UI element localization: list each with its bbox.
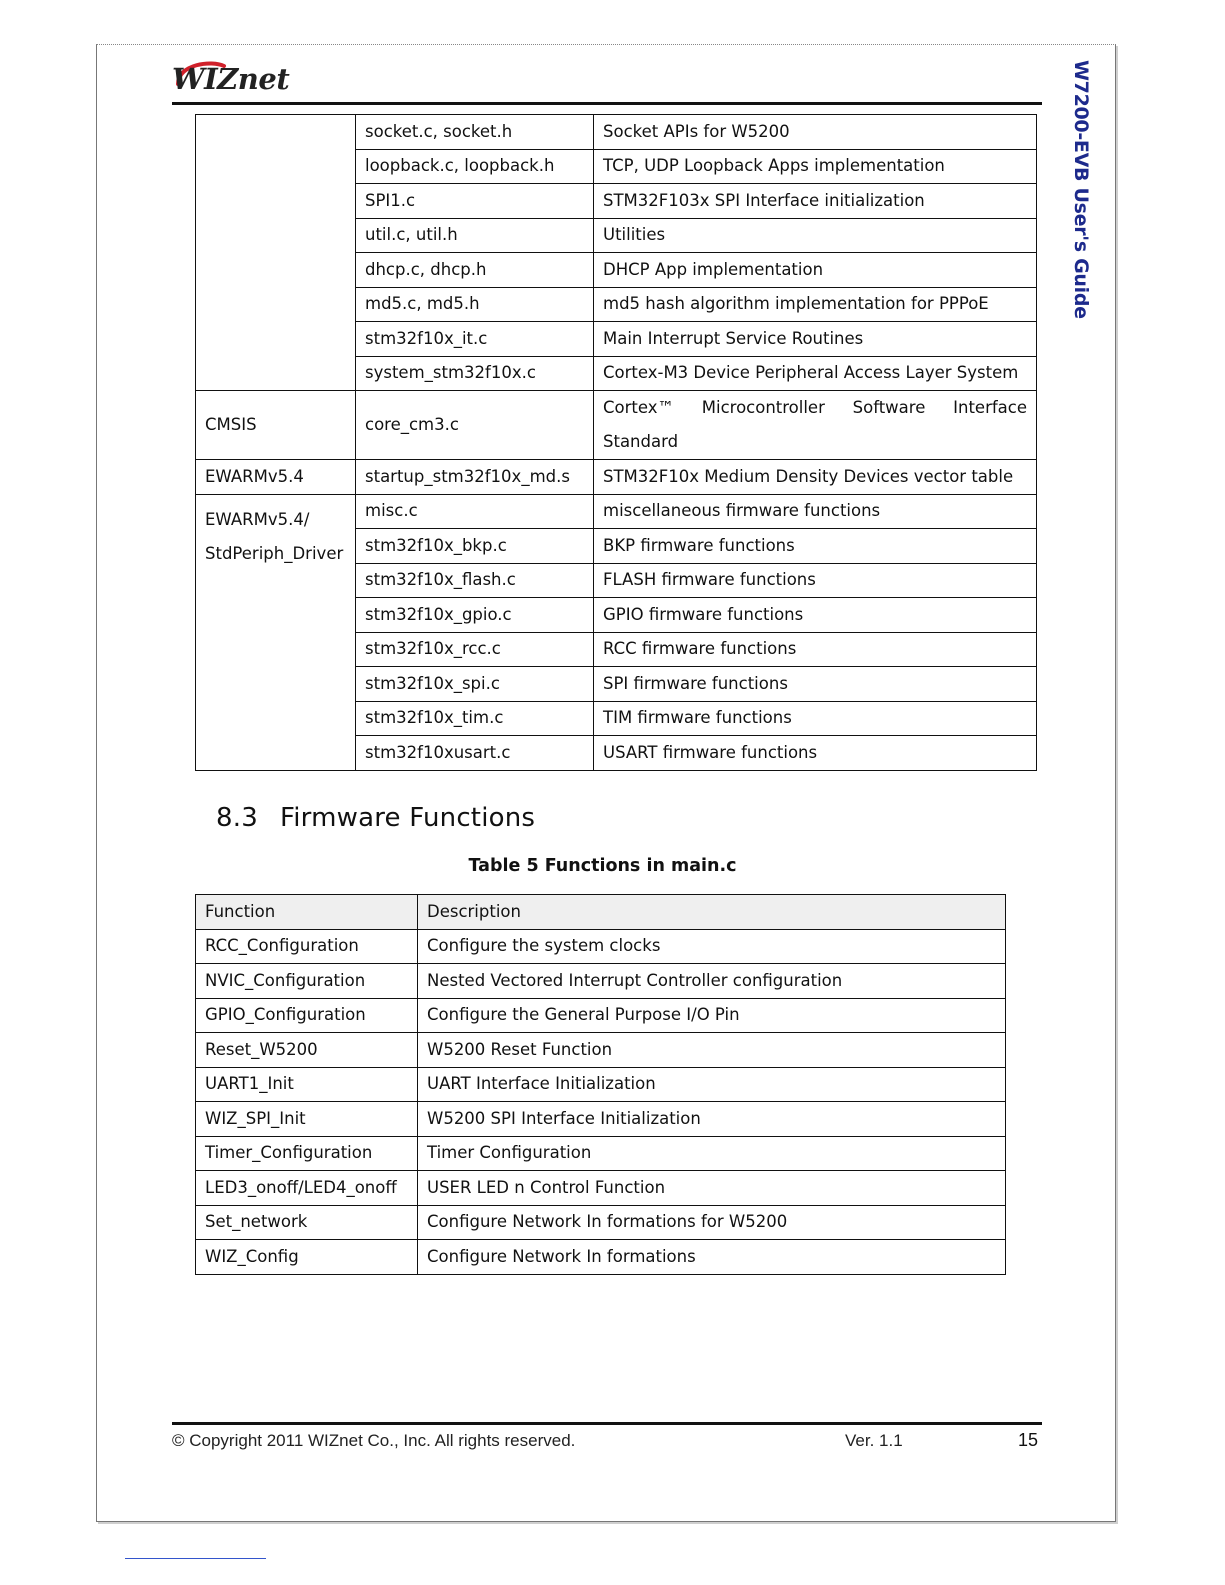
- table-row: [196, 1033, 1006, 1068]
- section-heading: [216, 803, 535, 833]
- wiznet-logo: [172, 58, 312, 104]
- table-header-row: [196, 895, 1006, 930]
- file-cell: system_stm32f10x.c: [356, 356, 594, 391]
- table-row: [196, 391, 1037, 460]
- section-title: Firmware Functions: [280, 803, 536, 833]
- table-row: [196, 460, 1037, 495]
- function-desc-cell: Configure Network In formations: [418, 1240, 1006, 1275]
- file-cell: util.c, util.h: [356, 218, 594, 253]
- logo-text: WIZnet: [172, 62, 290, 96]
- table-row: [196, 1205, 1006, 1240]
- table-row: [196, 115, 1037, 150]
- function-desc-cell: USER LED n Control Function: [418, 1171, 1006, 1206]
- desc-cell: BKP firmware functions: [594, 529, 1037, 564]
- desc-cell: SPI firmware functions: [594, 667, 1037, 702]
- desc-cell: miscellaneous firmware functions: [594, 494, 1037, 529]
- function-desc-cell: Configure the system clocks: [418, 929, 1006, 964]
- bottom-link-line: [125, 1558, 266, 1559]
- table-row: [196, 1067, 1006, 1102]
- group-cell: EWARMv5.4: [196, 460, 356, 495]
- files-table: [195, 114, 1037, 771]
- header-rule: [172, 102, 1042, 105]
- desc-cell: TIM firmware functions: [594, 701, 1037, 736]
- function-name-cell: UART1_Init: [196, 1067, 418, 1102]
- desc-cell: md5 hash algorithm implementation for PPPoE: [594, 287, 1037, 322]
- desc-cell: STM32F10x Medium Density Devices vector table: [594, 460, 1037, 495]
- function-desc-cell: Nested Vectored Interrupt Controller configuration: [418, 964, 1006, 999]
- function-desc-cell: W5200 SPI Interface Initialization: [418, 1102, 1006, 1137]
- file-cell: stm32f10xusart.c: [356, 736, 594, 771]
- file-cell: stm32f10x_it.c: [356, 322, 594, 357]
- table-row: [196, 1240, 1006, 1275]
- function-name-cell: Set_network: [196, 1205, 418, 1240]
- file-cell: stm32f10x_gpio.c: [356, 598, 594, 633]
- file-cell: dhcp.c, dhcp.h: [356, 253, 594, 288]
- group-cell: [196, 494, 356, 770]
- desc-cell: FLASH firmware functions: [594, 563, 1037, 598]
- function-desc-cell: W5200 Reset Function: [418, 1033, 1006, 1068]
- table-row: [196, 1136, 1006, 1171]
- group-cell: CMSIS: [196, 391, 356, 460]
- file-cell: stm32f10x_rcc.c: [356, 632, 594, 667]
- file-cell: core_cm3.c: [356, 391, 594, 460]
- function-name-cell: NVIC_Configuration: [196, 964, 418, 999]
- file-cell: stm32f10x_spi.c: [356, 667, 594, 702]
- function-name-cell: RCC_Configuration: [196, 929, 418, 964]
- table-row: [196, 494, 1037, 529]
- function-desc-cell: Configure Network In formations for W5200: [418, 1205, 1006, 1240]
- desc-cell: STM32F103x SPI Interface initialization: [594, 184, 1037, 219]
- function-desc-cell: Timer Configuration: [418, 1136, 1006, 1171]
- table-row: [196, 1171, 1006, 1206]
- file-cell: loopback.c, loopback.h: [356, 149, 594, 184]
- footer-version: Ver. 1.1: [845, 1431, 903, 1450]
- function-desc-cell: UART Interface Initialization: [418, 1067, 1006, 1102]
- desc-cell: GPIO firmware functions: [594, 598, 1037, 633]
- footer-copyright: © Copyright 2011 WIZnet Co., Inc. All rights reserved.: [172, 1431, 576, 1450]
- desc-cell: Cortex™ Microcontroller Software Interface Standard: [594, 391, 1037, 460]
- column-header-function: Function: [196, 895, 418, 930]
- desc-cell: Main Interrupt Service Routines: [594, 322, 1037, 357]
- table-row: [196, 998, 1006, 1033]
- function-name-cell: GPIO_Configuration: [196, 998, 418, 1033]
- column-header-description: Description: [418, 895, 1006, 930]
- desc-cell: TCP, UDP Loopback Apps implementation: [594, 149, 1037, 184]
- group-cell: [196, 115, 356, 391]
- file-cell: stm32f10x_bkp.c: [356, 529, 594, 564]
- desc-cell: USART firmware functions: [594, 736, 1037, 771]
- function-name-cell: WIZ_Config: [196, 1240, 418, 1275]
- desc-cell: DHCP App implementation: [594, 253, 1037, 288]
- desc-cell: Cortex-M3 Device Peripheral Access Layer System: [594, 356, 1037, 391]
- table-caption: Table 5 Functions in main.c: [468, 856, 737, 876]
- group-line: StdPeriph_Driver: [205, 543, 344, 563]
- file-cell: stm32f10x_tim.c: [356, 701, 594, 736]
- file-cell: socket.c, socket.h: [356, 115, 594, 150]
- file-cell: stm32f10x_flash.c: [356, 563, 594, 598]
- desc-cell: Socket APIs for W5200: [594, 115, 1037, 150]
- page-number: 15: [1018, 1430, 1039, 1450]
- file-cell: startup_stm32f10x_md.s: [356, 460, 594, 495]
- functions-table: [195, 894, 1006, 1275]
- file-cell: SPI1.c: [356, 184, 594, 219]
- group-line: EWARMv5.4/: [205, 509, 310, 529]
- file-cell: misc.c: [356, 494, 594, 529]
- function-name-cell: Timer_Configuration: [196, 1136, 418, 1171]
- function-desc-cell: Configure the General Purpose I/O Pin: [418, 998, 1006, 1033]
- side-title: W7200-EVB User's Guide: [1070, 60, 1092, 319]
- function-name-cell: LED3_onoff/LED4_onoff: [196, 1171, 418, 1206]
- desc-cell: Utilities: [594, 218, 1037, 253]
- table-row: [196, 1102, 1006, 1137]
- desc-cell: RCC firmware functions: [594, 632, 1037, 667]
- footer-rule: [172, 1422, 1042, 1425]
- function-name-cell: WIZ_SPI_Init: [196, 1102, 418, 1137]
- file-cell: md5.c, md5.h: [356, 287, 594, 322]
- table-row: [196, 929, 1006, 964]
- table-row: [196, 964, 1006, 999]
- function-name-cell: Reset_W5200: [196, 1033, 418, 1068]
- section-number: 8.3: [216, 803, 258, 833]
